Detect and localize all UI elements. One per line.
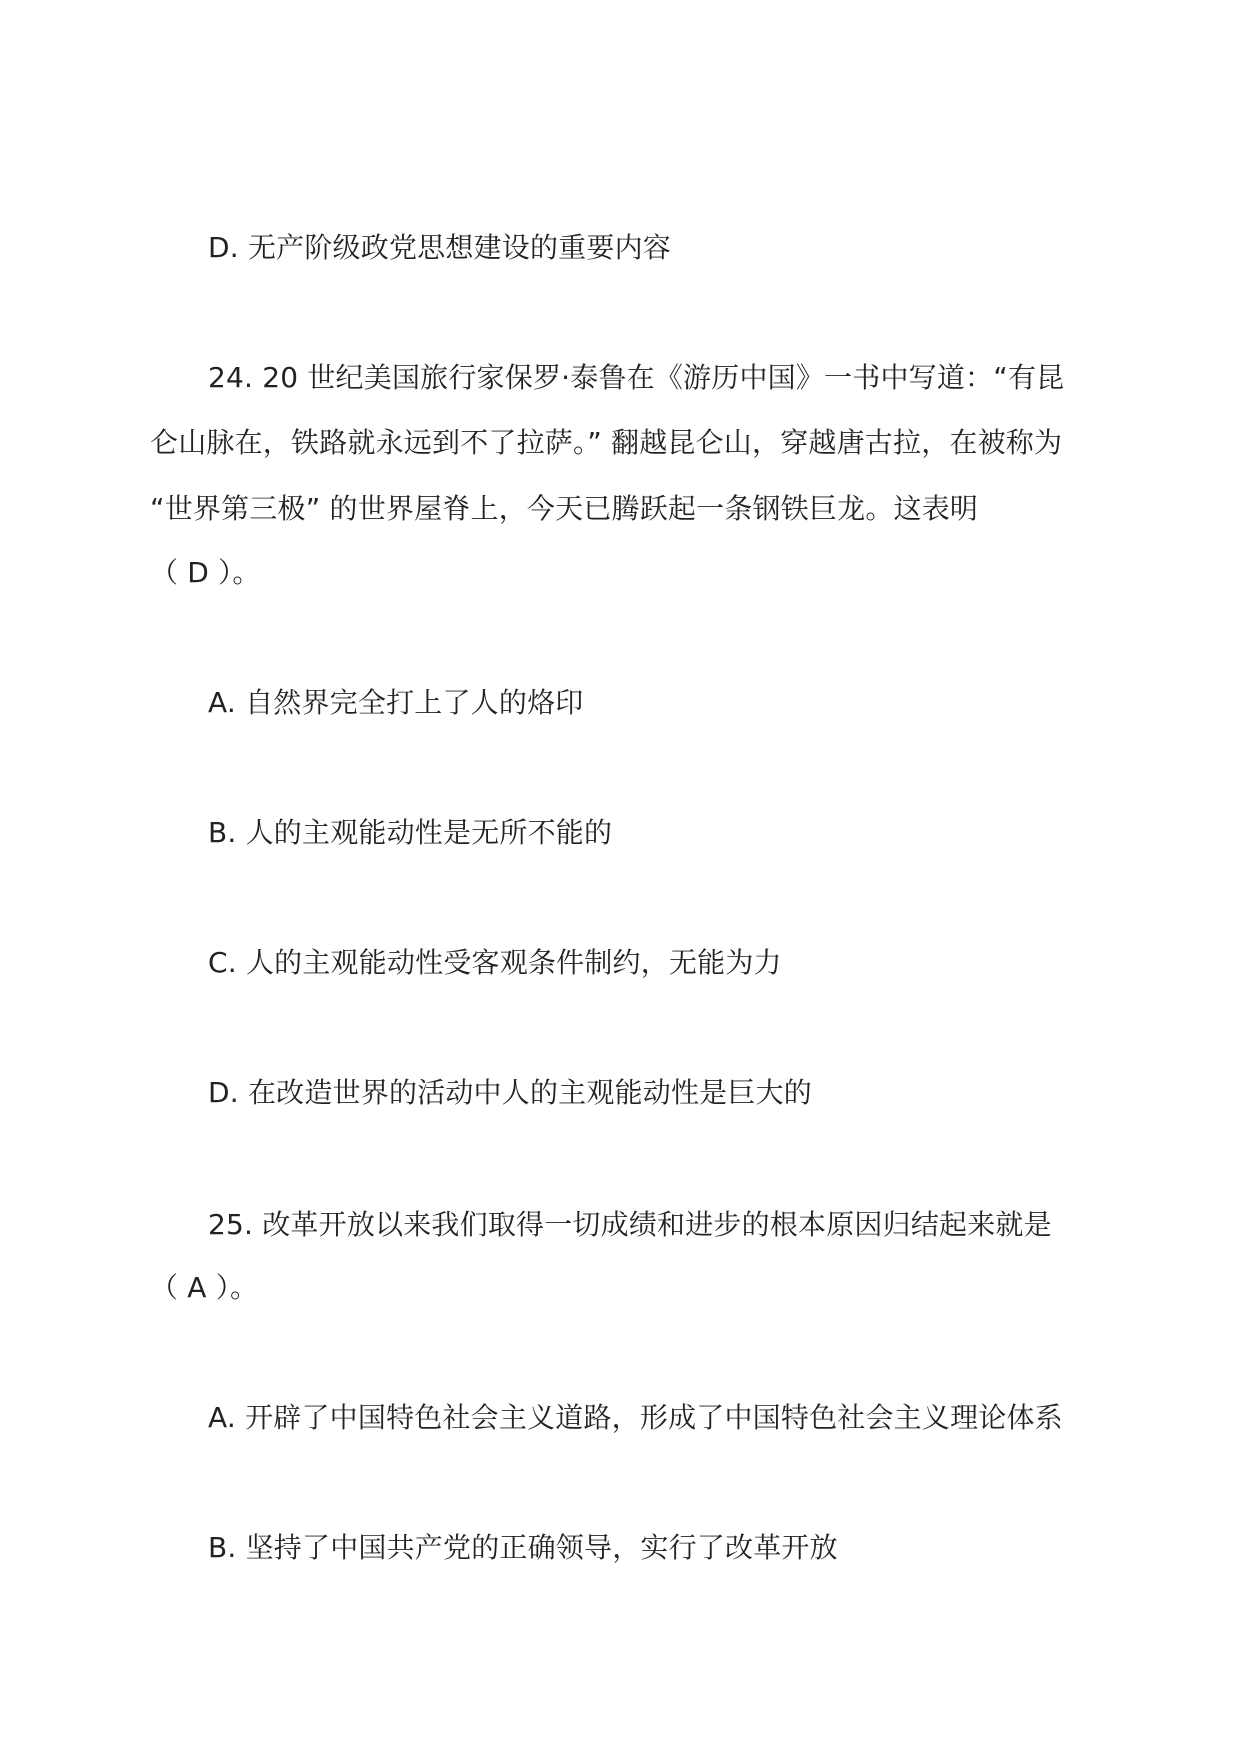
q24-stem-line-1: 24. 20 世纪美国旅行家保罗·泰鲁在《游历中国》一书中写道：“有昆 <box>208 361 1065 394</box>
q23-option-d: D. 无产阶级政党思想建设的重要内容 <box>208 231 671 264</box>
q25-option-a: A. 开辟了中国特色社会主义道路，形成了中国特色社会主义理论体系 <box>208 1401 1063 1434</box>
q24-option-c: C. 人的主观能动性受客观条件制约，无能为力 <box>208 946 782 979</box>
q24-stem-line-2: 仑山脉在，铁路就永远到不了拉萨。” 翻越昆仑山，穿越唐古拉，在被称为 <box>150 426 1063 459</box>
q24-answer-line: （ D ）。 <box>150 556 261 589</box>
q25-option-b: B. 坚持了中国共产党的正确领导，实行了改革开放 <box>208 1531 838 1564</box>
q25-stem-line-1: 25. 改革开放以来我们取得一切成绩和进步的根本原因归结起来就是 <box>208 1208 1052 1241</box>
q24-stem-line-3: “世界第三极” 的世界屋脊上，今天已腾跃起一条钢铁巨龙。这表明 <box>150 492 979 525</box>
q24-option-d: D. 在改造世界的活动中人的主观能动性是巨大的 <box>208 1076 812 1109</box>
q24-option-b: B. 人的主观能动性是无所不能的 <box>208 816 613 849</box>
q25-answer-line: （ A ）。 <box>150 1271 259 1304</box>
q24-option-a: A. 自然界完全打上了人的烙印 <box>208 686 584 719</box>
